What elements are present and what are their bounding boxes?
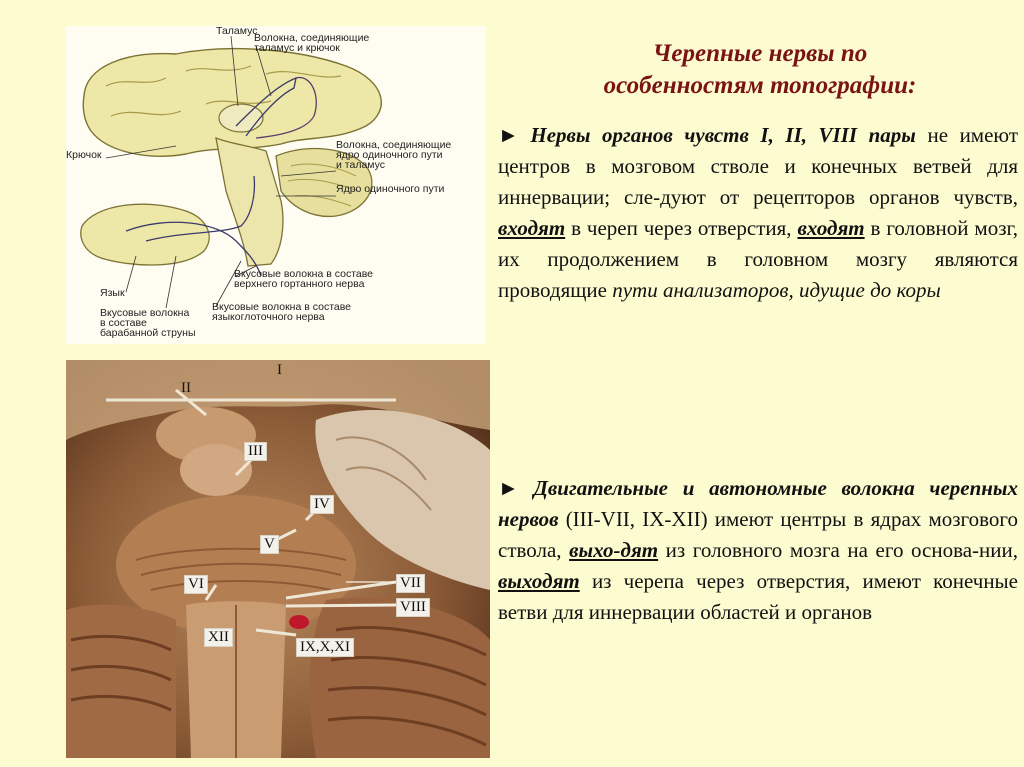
paragraph1-verb-2: входят — [797, 216, 865, 240]
label-taste-laryngeal-1: Вкусовые волокна в составе — [234, 268, 374, 280]
paragraph1-lead: Нервы органов чувств I, II, VIII пары — [530, 123, 916, 147]
label-fibers-nucleus-2: ядро одиночного пути — [336, 149, 443, 161]
paragraph2-text-2: из головного мозга на его основа-нии, — [665, 538, 1019, 562]
label-fibers-thalamus-hook-1: Волокна, соединяющие — [254, 32, 370, 44]
paragraph1-italic-tail: пути анализаторов, идущие до коры — [612, 278, 941, 302]
paragraph1-text-2: в череп через отверстия, — [571, 216, 792, 240]
paragraph1-text-1: не имеют центров в мозговом стволе и конечных ветвей для иннервации; сле-дуют от рецепторов органов чувств, — [498, 123, 1019, 209]
label-taste-laryngeal-2: верхнего гортанного нерва — [234, 278, 365, 290]
paragraph2-verb-1: выхо-дят — [569, 538, 659, 562]
brain-base-photo — [66, 360, 490, 758]
label-nerve-7: VII — [396, 574, 425, 593]
taste-pathway-diagram — [66, 26, 486, 344]
slide-title — [500, 38, 1020, 102]
paragraph2-lead: Двигательные и автономные волокна черепных нервов — [498, 476, 1019, 531]
paragraph2-verb-2: выходят — [498, 569, 580, 593]
title-line-2: особенностям топографии: — [603, 72, 917, 99]
label-nerve-12: XII — [204, 628, 233, 647]
title-line-1: Черепные нервы по — [652, 40, 868, 67]
paragraph-sensory-nerves — [498, 120, 1018, 306]
label-hook: Крючок — [66, 149, 102, 161]
label-fibers-nucleus-1: Волокна, соединяющие — [336, 139, 452, 151]
label-nerve-1: I — [277, 362, 282, 378]
label-nerve-4: IV — [310, 495, 334, 514]
label-taste-glosso-2: языкоглоточного нерва — [212, 311, 325, 323]
paragraph1-text-3: в головной мозг, их продолжением в головном мозгу являются проводящие — [498, 216, 1018, 302]
paragraph2-marker: ► — [498, 476, 519, 500]
label-taste-chorda-3: барабанной струны — [100, 327, 196, 339]
label-nerve-3: III — [244, 442, 267, 461]
paragraph2-text-3: из черепа через отверстия, имеют конечные ветви для иннервации областей и органов — [498, 569, 1018, 624]
paragraph-motor-autonomic-fibers — [498, 473, 1018, 628]
brain-base-illustration — [66, 360, 490, 758]
label-thalamus: Таламус — [216, 25, 258, 37]
label-taste-glosso-1: Вкусовые волокна в составе — [212, 301, 352, 313]
label-nerve-6: VI — [184, 575, 208, 594]
label-nerve-5: V — [260, 535, 279, 554]
paragraph2-text-1: (III-VII, IX-XII) имеют центры в ядрах мозгового ствола, — [498, 507, 1019, 562]
label-nucleus-solitary: Ядро одиночного пути — [336, 183, 445, 195]
label-taste-chorda-2: в составе — [100, 317, 147, 329]
paragraph1-marker: ► — [498, 123, 519, 147]
label-fibers-nucleus-3: и таламус — [336, 159, 385, 171]
label-nerve-9-11: IX,X,XI — [296, 638, 354, 657]
label-nerve-8: VIII — [396, 598, 430, 617]
label-fibers-thalamus-hook-2: таламус и крючок — [254, 42, 340, 54]
label-tongue: Язык — [100, 287, 125, 299]
label-taste-chorda-1: Вкусовые волокна — [100, 307, 190, 319]
paragraph1-verb-1: входят — [498, 216, 566, 240]
label-nerve-2: II — [181, 380, 191, 396]
